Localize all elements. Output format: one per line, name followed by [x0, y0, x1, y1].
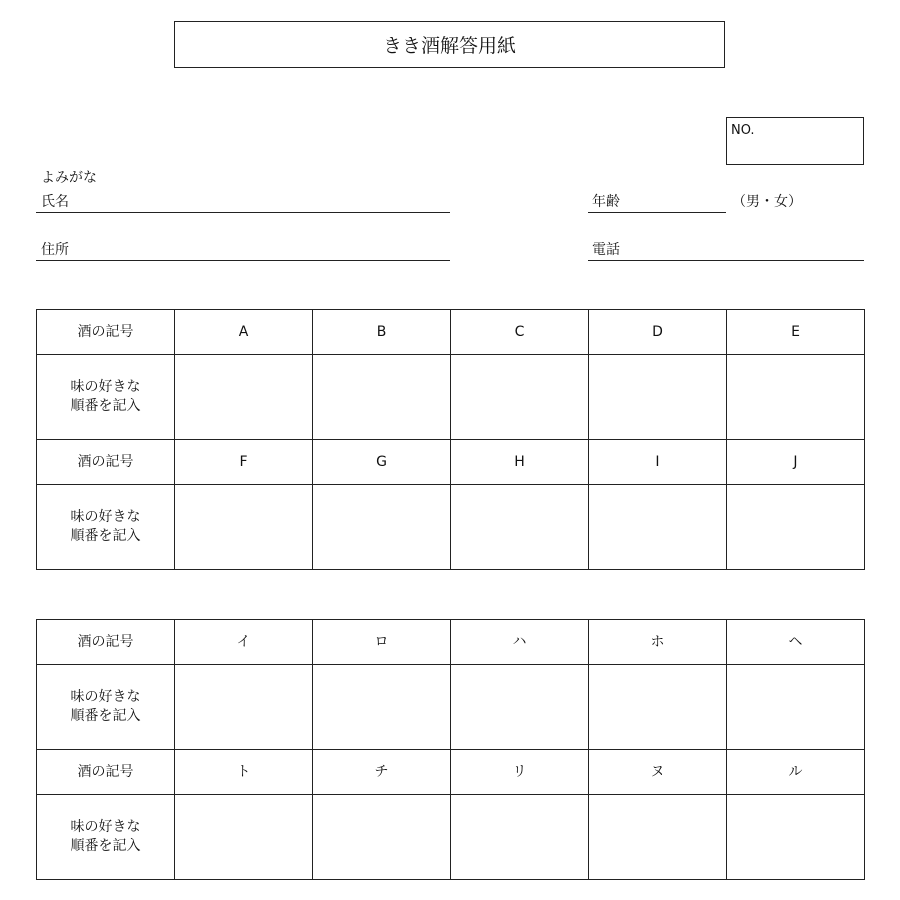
rank-label-line1: 味の好きな	[70, 509, 141, 525]
sake-code-cell: I	[589, 440, 727, 485]
rank-input-cell[interactable]	[175, 355, 313, 440]
sake-code-cell: ル	[727, 750, 865, 795]
sake-code-cell: D	[589, 310, 727, 355]
sake-code-label: 酒の記号	[37, 440, 175, 485]
address-field[interactable]	[36, 260, 450, 261]
sake-code-cell: G	[313, 440, 451, 485]
answer-table-1	[36, 309, 865, 570]
rank-label-line1: 味の好きな	[70, 379, 141, 395]
sake-code-row	[37, 440, 865, 485]
age-field[interactable]	[588, 212, 726, 213]
name-label: 氏名	[41, 194, 69, 210]
rank-input-cell[interactable]	[175, 665, 313, 750]
rank-input-cell[interactable]	[727, 795, 865, 880]
rank-label	[37, 485, 175, 570]
rank-input-cell[interactable]	[313, 355, 451, 440]
sake-code-label: 酒の記号	[37, 750, 175, 795]
yomigana-label: よみがな	[41, 170, 97, 186]
sake-code-cell: ホ	[589, 620, 727, 665]
rank-input-cell[interactable]	[313, 665, 451, 750]
sake-code-cell: H	[451, 440, 589, 485]
phone-label: 電話	[592, 242, 620, 258]
rank-label-line1: 味の好きな	[70, 689, 141, 705]
rank-label-line2: 順番を記入	[70, 528, 141, 544]
rank-row	[37, 355, 865, 440]
sake-code-row	[37, 750, 865, 795]
phone-field[interactable]	[588, 260, 864, 261]
number-label: NO.	[731, 123, 755, 138]
sake-code-row	[37, 620, 865, 665]
sake-code-cell: ヘ	[727, 620, 865, 665]
sake-code-cell: J	[727, 440, 865, 485]
sake-code-label: 酒の記号	[37, 620, 175, 665]
sake-code-cell: F	[175, 440, 313, 485]
rank-input-cell[interactable]	[727, 665, 865, 750]
rank-label-line1: 味の好きな	[70, 819, 141, 835]
rank-input-cell[interactable]	[589, 355, 727, 440]
rank-label	[37, 355, 175, 440]
sake-code-cell: チ	[313, 750, 451, 795]
rank-input-cell[interactable]	[451, 485, 589, 570]
rank-input-cell[interactable]	[451, 665, 589, 750]
rank-input-cell[interactable]	[589, 485, 727, 570]
address-label: 住所	[41, 242, 69, 258]
rank-input-cell[interactable]	[589, 665, 727, 750]
sake-code-cell: B	[313, 310, 451, 355]
rank-label	[37, 665, 175, 750]
sake-code-cell: ハ	[451, 620, 589, 665]
rank-row	[37, 665, 865, 750]
rank-input-cell[interactable]	[727, 485, 865, 570]
name-field[interactable]	[36, 212, 450, 213]
rank-input-cell[interactable]	[727, 355, 865, 440]
form-title: きき酒解答用紙	[174, 21, 725, 68]
sake-code-cell: イ	[175, 620, 313, 665]
rank-input-cell[interactable]	[451, 795, 589, 880]
sake-code-cell: C	[451, 310, 589, 355]
rank-input-cell[interactable]	[451, 355, 589, 440]
rank-row	[37, 485, 865, 570]
gender-label: （男・女）	[732, 194, 802, 210]
sake-code-row	[37, 310, 865, 355]
answer-table-2	[36, 619, 865, 880]
sake-code-cell: リ	[451, 750, 589, 795]
rank-input-cell[interactable]	[589, 795, 727, 880]
rank-input-cell[interactable]	[313, 485, 451, 570]
sake-code-cell: ロ	[313, 620, 451, 665]
rank-label-line2: 順番を記入	[70, 838, 141, 854]
sake-code-cell: E	[727, 310, 865, 355]
rank-label-line2: 順番を記入	[70, 398, 141, 414]
number-box[interactable]	[726, 117, 864, 165]
age-label: 年齢	[592, 194, 620, 210]
rank-label	[37, 795, 175, 880]
rank-input-cell[interactable]	[175, 795, 313, 880]
sake-code-cell: A	[175, 310, 313, 355]
rank-label-line2: 順番を記入	[70, 708, 141, 724]
rank-row	[37, 795, 865, 880]
sake-code-cell: ト	[175, 750, 313, 795]
sake-code-label: 酒の記号	[37, 310, 175, 355]
sake-code-cell: ヌ	[589, 750, 727, 795]
rank-input-cell[interactable]	[175, 485, 313, 570]
rank-input-cell[interactable]	[313, 795, 451, 880]
